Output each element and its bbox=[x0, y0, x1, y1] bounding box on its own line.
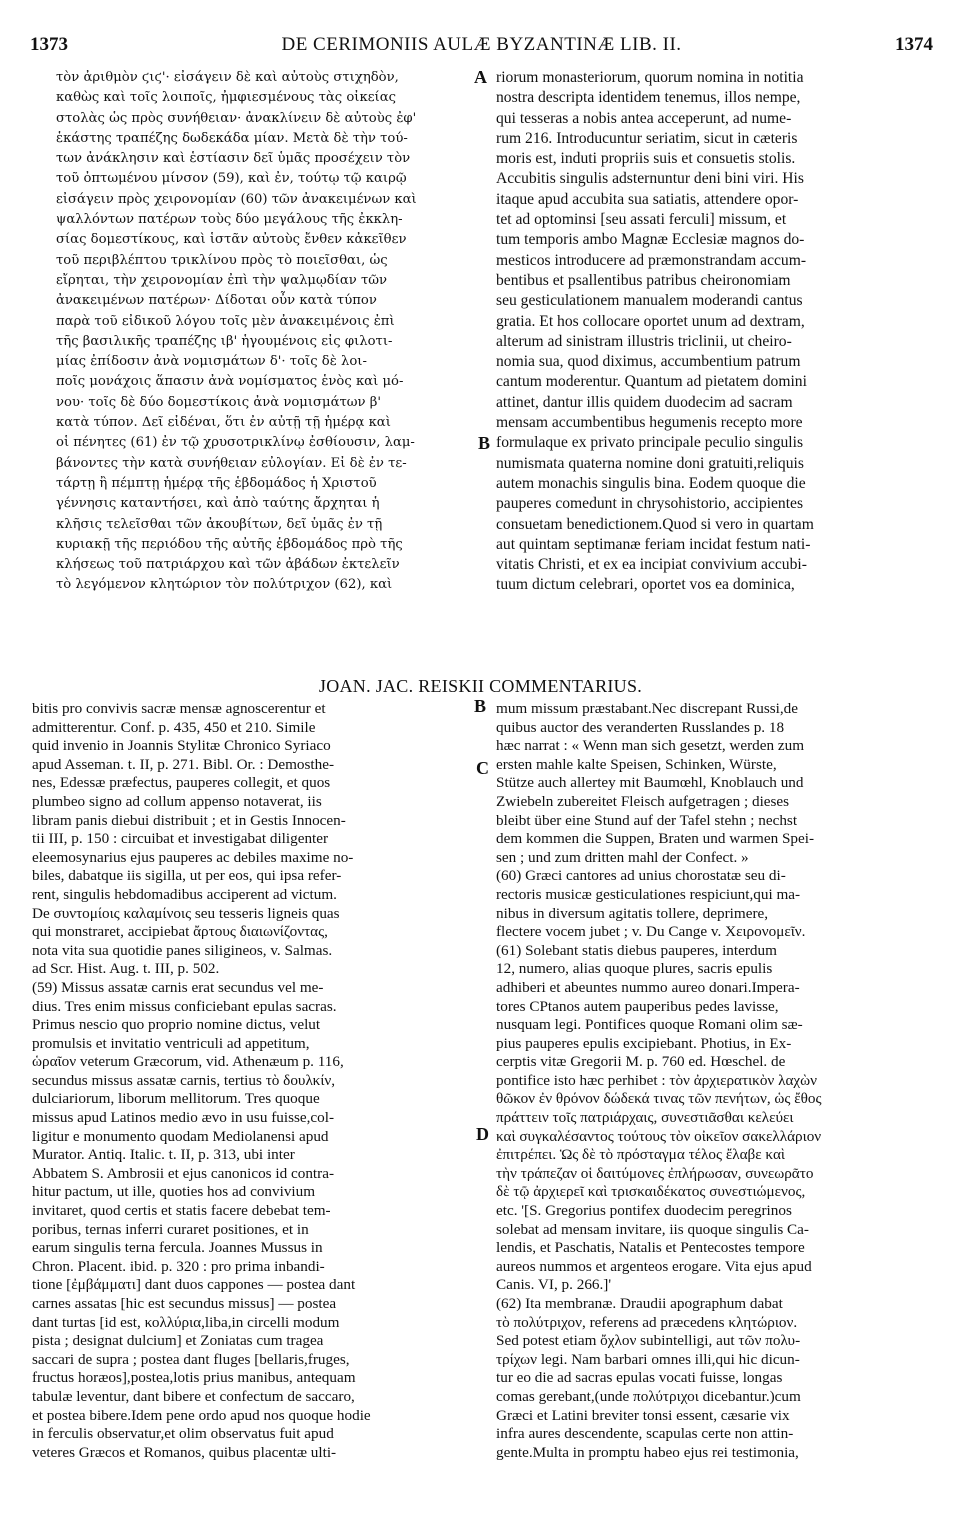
greek-text-line: κλῆσις τελεῖσθαι τῶν ἀκουβίτων, δεῖ ὑμᾶς ἐν τῇ bbox=[56, 516, 383, 532]
commentary-line: qui monstraret, accipiebat ἄρτους διαιωνίζοντας, bbox=[32, 923, 328, 941]
commentary-line: flectere vocem jubet ; v. Du Cange v. Χειρονομεῖν. bbox=[496, 923, 806, 941]
margin-marker-c: C bbox=[476, 758, 489, 778]
commentary-line: invitaret, quod certis et statis facere debebat tem- bbox=[32, 1202, 331, 1220]
commentary-line: gente.Multa in promptu habeo ejus rei testimonia, bbox=[496, 1443, 799, 1461]
latin-text-line: moris est, induti propriis suis et consuetis stolis. bbox=[496, 150, 796, 168]
commentary-line: pista ; designat dulcium] et Zoniatas cum tragea bbox=[32, 1332, 324, 1350]
commentary-line: nibus in diversum agitatis tollere, deprimere, bbox=[496, 904, 769, 922]
commentary-line: (60) Græci cantores ad unius chorostatæ seu di- bbox=[496, 867, 786, 885]
commentary-line: earum singulis terna fercula. Joannes Mussus in bbox=[32, 1239, 323, 1257]
running-header bbox=[30, 34, 933, 58]
commentary-line: plumbeo signo ad collum appenso notaverat, iis bbox=[32, 792, 322, 810]
greek-text-line: τοῦ περιβλέπτου τρικλίνου πρὸς τὸ ποιεῖσθαι, ὡς bbox=[56, 252, 388, 268]
right-page-number: 1374 bbox=[895, 34, 933, 55]
commentary-line: cerptis vitæ Gregorii M. p. 760 ed. Hœschel. de bbox=[496, 1053, 786, 1071]
left-page-number: 1373 bbox=[30, 34, 68, 55]
commentary-line: τρίχων legi. Nam barbari omnes illi,qui hic dicun- bbox=[496, 1350, 800, 1368]
commentary-line: infra aures descendente, scapulas certe non attin- bbox=[496, 1425, 794, 1443]
latin-translation-column bbox=[496, 68, 936, 596]
commentary-line: Stütze auch allertey mit Baumœhl, Knoblauch und bbox=[496, 774, 804, 792]
commentary-line: rectoris musicæ gesticulationes respiciunt,qui ma- bbox=[496, 885, 801, 903]
commentary-line: pontifice isto hæc perhibet : τὸν ἀρχιερατικὸν λαχὼν bbox=[496, 1071, 818, 1089]
commentary-line: Murator. Antiq. Italic. t. II, p. 313, ubi inter bbox=[32, 1146, 295, 1164]
commentary-line: eleemosynarius ejus pauperes ac debiles maxime no- bbox=[32, 848, 354, 866]
commentary-line: bleibt über eine Stund auf der Tafel stehn ; nechst bbox=[496, 811, 798, 829]
commentary-line: mum missum præstabant.Nec discrepant Russi,de bbox=[496, 700, 799, 717]
greek-text-line: τοῦ ὀπτωμένου μίνσον (59), καὶ ἐν, τούτῳ τῷ καιρῷ bbox=[56, 171, 407, 187]
commentary-line: bitis pro convivis sacræ mensæ agnoscerentur et bbox=[32, 700, 326, 717]
commentary-line: tores CPtanos autem pauperibus pedes lavisse, bbox=[496, 997, 779, 1015]
greek-text-line: κατὰ τύπον. Δεῖ εἰδέναι, ὅτι ἐν αὐτῇ τῇ ἡμέρᾳ καὶ bbox=[56, 415, 391, 431]
commentary-line: rent, singulis hebdomadibus acciperent ad victum. bbox=[32, 885, 337, 903]
commentary-line: δὲ τῷ ἀρχιερεῖ καὶ τρισκαιδέκατος συνεστιώμενος, bbox=[496, 1183, 806, 1201]
greek-text-line: παρὰ τοῦ εἰδικοῦ λόγου τοῖς μὲν ἀνακειμένοις ἐπὶ bbox=[56, 313, 395, 329]
commentary-line: dius. Tres enim missus conficiebant epulas sacras. bbox=[32, 997, 337, 1015]
commentary-line: dant turtas [id est, κολλύρια,liba,in circelli modum bbox=[32, 1313, 340, 1331]
commentary-line: solebat ad mensam invitare, iis quoque singulis Ca- bbox=[496, 1220, 809, 1238]
greek-text-line: ἑκάστης τραπέζης δωδεκάδα μίαν. Μετὰ δὲ τὴν τού- bbox=[56, 130, 408, 146]
greek-text-line: ἀνακειμένων πατέρων· Δίδοται οὖν κατὰ τύπον bbox=[56, 293, 377, 309]
commentary-right-column bbox=[496, 700, 936, 1462]
commentary-line: ὡραῖον veterum Græcorum, vid. Athenæum p. 116, bbox=[32, 1053, 344, 1071]
commentary-line: τὸ πολύτριχον, referens ad præcedens κλητώριον. bbox=[496, 1313, 798, 1331]
commentary-line: tii III, p. 150 : circuibat et investigabat diligenter bbox=[32, 830, 329, 848]
greek-text-line: τῆς βασιλικῆς τραπέζης ιβ' ἡγουμένοις εἰς φιλοτι- bbox=[56, 333, 393, 349]
latin-text-line: attinet, dantur illis quidem duodecim ad sacram bbox=[496, 393, 793, 411]
commentary-line: aureos nummos et argenteos erogare. Vita ejus apud bbox=[496, 1257, 812, 1275]
margin-marker-a: A bbox=[474, 67, 487, 87]
latin-text-line: gratia. Et hos collocare oportet unum ad dextram, bbox=[496, 312, 805, 330]
latin-text-line: riorum monasteriorum, quorum nomina in notitia bbox=[496, 69, 804, 86]
commentary-line: promulsis et invitatio ventriculi ad appetitum, bbox=[32, 1034, 310, 1052]
margin-marker-b-upper: B bbox=[478, 433, 491, 453]
commentary-line: Primus nescio quo proprio nomine dictus, velut bbox=[32, 1016, 321, 1034]
commentary-line: πράττειν τοῖς πατριάρχαις, συνεστιᾶσθαι κελεύει bbox=[496, 1109, 794, 1127]
commentary-line: ἐπιτρέπει. Ὡς δὲ τὸ πρόσταγμα τέλος ἔλαβε καὶ bbox=[496, 1146, 785, 1164]
commentary-line: tabulæ leventur, dant bibere et confectum de saccaro, bbox=[32, 1387, 355, 1405]
commentary-line: (62) Ita membranæ. Draudii apographum dabat bbox=[496, 1295, 783, 1312]
greek-text-line: στολὰς ὡς πρὸς συνήθειαν· ἀνακλίνειν δὲ αὐτοὺς ἐφ' bbox=[56, 110, 417, 126]
greek-text-line: ψαλλόντων πατέρων τοὺς δύο μεγάλους τῆς ἐκκλη- bbox=[56, 212, 403, 228]
greek-text-line: κλήσεως τοῦ πατριάρχου καὶ τῶν ἀβάδων ἐκτελεῖν bbox=[56, 557, 400, 573]
latin-text-line: Accubitis singulis adsternuntur deni bini viri. His bbox=[496, 170, 804, 188]
greek-text-line: σίας δομεστίκους, καὶ ἱστᾶν αὐτοὺς ἔνθεν κἀκεῖθεν bbox=[56, 232, 407, 248]
commentary-line: biles, dabatque iis sigilla, ut per eos, qui ipsa refer- bbox=[32, 867, 342, 885]
commentary-line: tur eo die ad sacras epulas vocati fuisse, longas bbox=[496, 1369, 783, 1387]
commentary-line: Sed potest etiam ὄχλον subintelligi, aut τῶν πολυ- bbox=[496, 1332, 801, 1350]
commentary-line: et postea bibere.Idem pene ordo apud nos quoque hodie bbox=[32, 1406, 371, 1424]
latin-text-line: tet ad optominsi [seu assati ferculi] missum, et bbox=[496, 211, 787, 229]
margin-marker-d: D bbox=[476, 1124, 489, 1144]
commentary-line: adhiberi et abeuntes nummo aureo donari.Impera- bbox=[496, 978, 800, 996]
commentary-line: ad Scr. Hist. Aug. t. III, p. 502. bbox=[32, 960, 220, 978]
commentary-line: (59) Missus assatæ carnis erat secundus vel me- bbox=[32, 978, 324, 996]
commentary-line: τὴν τράπεζαν οἱ δαιτύμονες ἐπλήρωσαν, συνεωρᾶτο bbox=[496, 1164, 814, 1182]
latin-text-line: itaque apud accubita sua satiatis, attendere opor- bbox=[496, 190, 799, 208]
commentary-line: tione [ἐμβάμματι] dant duos cappones — postea dant bbox=[32, 1276, 356, 1294]
commentary-line: (61) Solebant statis diebus pauperes, interdum bbox=[496, 941, 777, 959]
latin-text-line: bentibus et psallentibus patribus cheironomiam bbox=[496, 271, 791, 289]
latin-text-line: numismata quaterna nomine doni gratuiti,reliquis bbox=[496, 454, 804, 472]
latin-text-line: qui tesseras a nobis antea acceperunt, ad nume- bbox=[496, 109, 792, 127]
greek-text-line: εἴρηται, τὴν χειρονομίαν ἐπὶ τὴν ψαλμῳδίαν τῶν bbox=[56, 272, 388, 288]
commentary-line: in ferculis observatur,et olim observatus fuit apud bbox=[32, 1425, 334, 1443]
greek-text-line: τάρτῃ ἢ πέμπτῃ ἡμέρᾳ τῆς ἑβδομάδος ἡ Χριστοῦ bbox=[56, 475, 377, 491]
commentary-line: Abbatem S. Ambrosii et ejus canonicos id contra- bbox=[32, 1164, 334, 1182]
greek-text-line: κυριακῇ τῆς περιόδου τῆς αὐτῆς ἑβδομάδος πρὸ τῆς bbox=[56, 536, 403, 552]
commentary-line: hitur pactum, ut ille, quoties hos ad convivium bbox=[32, 1183, 316, 1201]
commentary-line: De συντομίοις καλαμίνοις seu tesseris ligneis quas bbox=[32, 904, 340, 922]
greek-text-line: τὸ λεγόμενον κλητώριον τὸν πολύτριχον (62), καὶ bbox=[56, 577, 393, 593]
greek-text-line: γέννησις καταντήσει, καὶ ἀπὸ ταύτης ἄρχηται ἡ bbox=[56, 496, 380, 512]
commentary-line: admitterentur. Conf. p. 435, 450 et 210. Simile bbox=[32, 718, 316, 736]
commentary-line: dem kommen die Suppen, Braten und warmen Spei- bbox=[496, 830, 815, 848]
latin-text-line: tum temporis ambo Magnæ Ecclesiæ magnos do- bbox=[496, 231, 805, 249]
commentary-line: saccari de supra ; postea dant fluges [bellaris,fruges, bbox=[32, 1350, 350, 1368]
commentary-line: nota vita sua quotidie panes siligineos, v. Salmas. bbox=[32, 941, 333, 959]
commentary-line: Canis. VI, p. 266.]' bbox=[496, 1276, 612, 1294]
commentary-line: poribus, ternas inferri curaret positiones, et in bbox=[32, 1220, 309, 1238]
latin-text-line: aut quintam septimanæ feriam incidat festum nati- bbox=[496, 535, 811, 553]
latin-text-line: consuetam benedictionem.Quod si vero in quartam bbox=[496, 515, 814, 533]
commentary-line: veteres Græcos et Romanos, quibus placentæ ulti- bbox=[32, 1443, 337, 1461]
commentary-line: apud Asseman. t. II, p. 271. Bibl. Or. : Demosthe- bbox=[32, 755, 335, 773]
greek-text-line: μίας ἐπίδοσιν ἀνὰ νομισμάτων δ'· τοῖς δὲ λοι- bbox=[56, 354, 367, 370]
running-title: DE CERIMONIIS AULÆ BYZANTINÆ LIB. II. bbox=[281, 34, 682, 55]
greek-text-line: των ἀνάκλησιν καὶ ἑστίασιν δεῖ ὑμᾶς προσέχειν τὸν bbox=[56, 151, 411, 167]
greek-text-line: ποῖς μονάχοις ἅπασιν ἀνὰ νομίσματος ἑνὸς καὶ μό- bbox=[56, 374, 404, 390]
greek-text-line: καθὼς καὶ τοῖς λοιποῖς, ἠμφιεσμένους τὰς οἰκείας bbox=[56, 90, 397, 106]
greek-text-line: οἱ πένητες (61) ἐν τῷ χρυσοτρικλίνῳ ἐσθίουσιν, λαμ- bbox=[56, 435, 415, 451]
latin-text-line: mesticos introducere ad præmonstrandam accum- bbox=[496, 251, 807, 269]
commentary-line: quid invenio in Joannis Stylitæ Chronico Syriaco bbox=[32, 737, 331, 755]
greek-text-line: εἰσάγειν πρὸς χειρονομίαν (60) τῶν ἀνακειμένων καὶ bbox=[56, 191, 417, 207]
latin-text-line: formulaque ex privato principale peculio singulis bbox=[496, 434, 804, 452]
commentary-line: etc. '[S. Gregorius pontifex duodecim peregrinos bbox=[496, 1202, 792, 1220]
latin-text-line: mensam accumbentibus hegumenis recepto more bbox=[496, 414, 803, 432]
commentary-left-column bbox=[32, 700, 472, 1462]
margin-marker-b-lower: B bbox=[474, 696, 487, 716]
commentary-line: fructus horæos],postea,lotis prius manibus, antequam bbox=[32, 1369, 356, 1387]
commentary-line: Græci et Latini breviter tonsi essent, cæsarie vix bbox=[496, 1406, 790, 1424]
commentary-line: missus apud Latinos medio ævo in usu fuisse,col- bbox=[32, 1109, 335, 1127]
commentary-line: carnes assatas [hic est secundus missus] — postea bbox=[32, 1295, 337, 1312]
greek-text-line: βάνοντες τὴν κατὰ συνήθειαν εὐλογίαν. Εἰ δὲ ἐν τε- bbox=[56, 455, 407, 471]
commentary-line: θῶκον ἐν θρόνον δώδεκά τινας τῶν πενήτων, ὡς ἔθος bbox=[496, 1090, 822, 1108]
commentary-line: dulciariorum, liborum mellitorum. Tres quoque bbox=[32, 1090, 320, 1108]
commentary-line: nes, Edessæ præfectus, pauperes collegit, et quos bbox=[32, 774, 331, 792]
commentary-line: Chron. Placent. ibid. p. 320 : pro prima inbandi- bbox=[32, 1257, 325, 1275]
latin-text-line: seu gesticulationem manualem moderandi cantus bbox=[496, 292, 803, 310]
commentary-line: pius pauperes epulis excipiebant. Photius, in Ex- bbox=[496, 1034, 792, 1052]
greek-text-column bbox=[56, 68, 468, 596]
commentary-line: 12, numero, alias quoque plures, sacris epulis bbox=[496, 960, 773, 978]
commentary-line: quibus auctor des veranderten Russlandes p. 18 bbox=[496, 718, 785, 736]
latin-text-line: tuum dictum celebrari, oportet vos ea dominica, bbox=[496, 576, 795, 594]
commentary-line: lendis, et Paschatis, Natalis et Pentecostes tempore bbox=[496, 1239, 805, 1257]
commentary-line: hæc narrat : « Wenn man sich gesetzt, werden zum bbox=[496, 737, 805, 755]
commentary-line: ersten mahle kalte Speisen, Schinken, Würste, bbox=[496, 755, 777, 773]
latin-text-line: vitatis Christi, et ex ea incipiat convivium accubi- bbox=[496, 556, 807, 574]
latin-text-line: pauperes comedunt in chrysohistorio, accipientes bbox=[496, 495, 804, 513]
latin-text-line: nostra descripta identidem tenemus, illos nempe, bbox=[496, 89, 801, 107]
commentary-line: sen ; und zum dritten mahl der Confect. » bbox=[496, 848, 749, 866]
latin-text-line: nomia sua, quod diximus, accumbentium patrum bbox=[496, 353, 801, 371]
commentary-title: JOAN. JAC. REISKII COMMENTARIUS. bbox=[318, 676, 643, 696]
commentary-line: libram panis diebui distribuit ; et in Gestis Innocen- bbox=[32, 811, 346, 829]
latin-text-line: autem monachis singulis bina. Eodem quoque die bbox=[496, 474, 806, 492]
commentary-line: ligitur e monumento quodam Mediolanensi apud bbox=[32, 1127, 329, 1145]
greek-text-line: νου· τοῖς δὲ δύο δομεστίκοις ἀνὰ νομισμάτων β' bbox=[56, 394, 382, 410]
latin-text-line: alterum ad sinistram illustris triclinii, ut cheiro- bbox=[496, 332, 792, 350]
commentary-line: nusquam legi. Pontifices quoque Romani olim sæ- bbox=[496, 1016, 803, 1034]
commentary-line: secundus missus assatæ carnis, tertius τὸ δουλκίν, bbox=[32, 1071, 336, 1089]
latin-text-line: rum 216. Introducuntur seriatim, sicut in cæteris bbox=[496, 129, 798, 147]
greek-text-line: τὸν ἀριθμὸν ϛιϛ'· εἰσάγειν δὲ καὶ αὐτοὺς στιχηδὸν, bbox=[56, 70, 399, 85]
commentary-line: Zwiebeln zubereitet Fleisch aufgetragen ; dieses bbox=[496, 792, 790, 810]
commentary-line: comas gerebant,(unde πολύτριχοι dicebantur.)cum bbox=[496, 1387, 801, 1405]
commentary-line: καὶ συγκαλέσαντος τούτους τὸν οἰκεῖον σακελλάριον bbox=[496, 1127, 822, 1145]
latin-text-line: cantum moderentur. Quantum ad pietatem domini bbox=[496, 373, 807, 391]
